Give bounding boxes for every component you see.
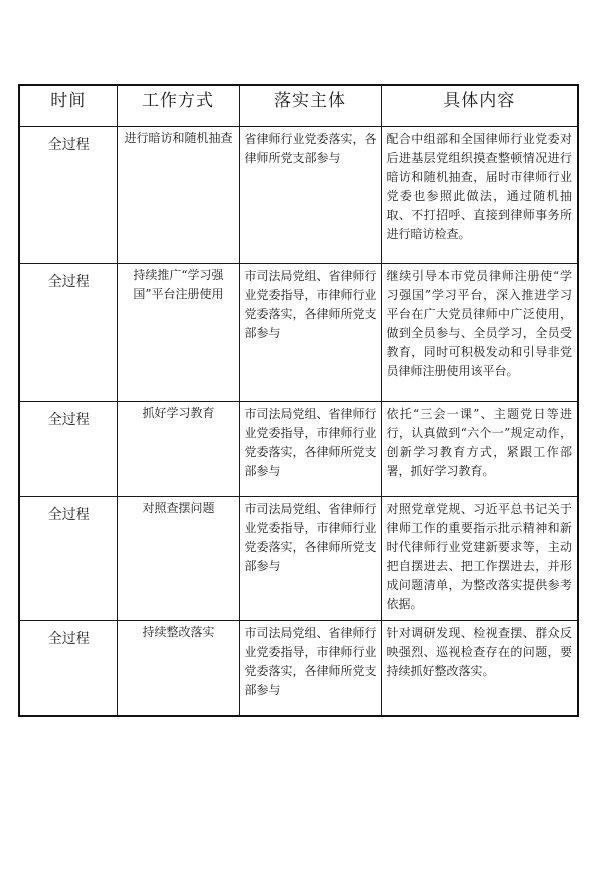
row-time: 全过程 <box>47 274 90 290</box>
table-row <box>19 264 578 402</box>
row-method: 持续推广“学习强国”平台注册使用 <box>133 268 224 301</box>
header-content: 具体内容 <box>381 85 578 127</box>
row-method: 持续整改落实 <box>142 625 215 639</box>
row-content: 对照党章党规、习近平总书记关于律师工作的重要指示批示精神和新时代律师行业党建新要求等，主动把自摆进去、把工作摆进去，并形成问题清单，为整改落实提供参考依据。 <box>386 502 572 611</box>
row-subject: 省律师行业党委落实，各律师所党支部参与 <box>244 132 377 165</box>
header-time: 时间 <box>19 85 117 127</box>
row-time: 全过程 <box>47 137 90 153</box>
table-row <box>19 127 578 264</box>
row-subject: 市司法局党组、省律师行业党委指导，市律师行业党委落实，各律师所党支部参与 <box>244 269 377 340</box>
row-time: 全过程 <box>47 412 90 428</box>
row-subject: 市司法局党组、省律师行业党委指导，市律师行业党委落实，各律师所党支部参与 <box>244 626 377 697</box>
header-method: 工作方式 <box>117 85 239 127</box>
row-content: 依托“三会一课”、主题党日等进行，认真做到“六个一”规定动作，创新学习教育方式，紧跟工作部署，抓好学习教育。 <box>386 407 572 478</box>
row-content: 针对调研发现、检视查摆、群众反映强烈、巡视检查存在的问题，要持续抓好整改落实。 <box>386 626 572 678</box>
header-subject: 落实主体 <box>239 85 381 127</box>
row-method: 进行暗访和随机抽查 <box>124 131 233 145</box>
table-row <box>19 497 578 621</box>
row-time: 全过程 <box>47 631 90 647</box>
table-row <box>19 402 578 497</box>
row-content: 继续引导本市党员律师注册使“学习强国”学习平台，深入推进学习平台在广大党员律师中广泛使用，做到全员参与、全员学习，全员受教育，同时可积极发动和引导非党员律师注册使用该平台。 <box>386 269 572 378</box>
table-header-row <box>19 85 578 127</box>
work-plan-table <box>18 84 579 717</box>
row-subject: 市司法局党组、省律师行业党委指导，市律师行业党委落实，各律师所党支部参与 <box>244 407 377 478</box>
table-row <box>19 621 578 716</box>
row-method: 抓好学习教育 <box>142 406 215 420</box>
row-method: 对照查摆问题 <box>142 501 215 515</box>
row-subject: 市司法局党组、省律师行业党委指导，市律师行业党委落实，各律师所党支部参与 <box>244 502 377 573</box>
row-content: 配合中组部和全国律师行业党委对后进基层党组织摸查整顿情况进行暗访和随机抽查，届时市律师行业党委也参照此做法，通过随机抽取、不打招呼、直接到律师事务所进行暗访检查。 <box>386 132 572 241</box>
row-time: 全过程 <box>47 507 90 523</box>
